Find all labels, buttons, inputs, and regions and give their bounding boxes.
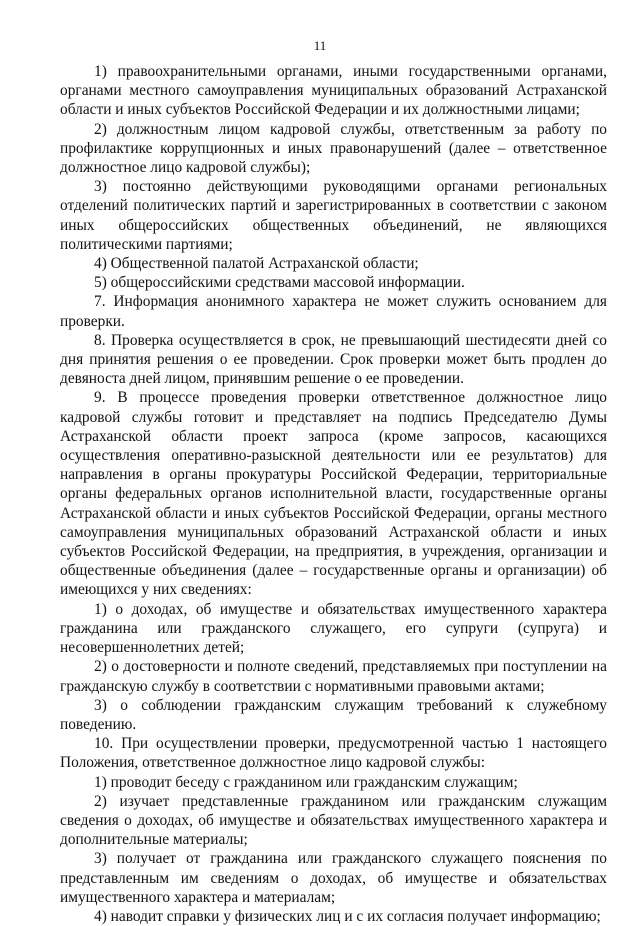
paragraph-list-item: 1) проводит беседу с гражданином или гражданским служащим; [94,773,518,791]
paragraph-list-item: 5) общероссийскими средствами массовой информации. [94,274,465,292]
page-number: 11 [313,38,327,53]
paragraph-clause-10: 10. При осуществлении проверки, предусмотренной частью 1 настоящего Положения, ответственное должностное лицо кадровой службы: [60,735,607,772]
paragraph-list-item: 2) о достоверности и полноте сведений, представляемых при поступлении на гражданскую службу в соответствии с нормативными правовыми актами; [60,658,607,695]
paragraph-list-item: 2) должностным лицом кадровой службы, ответственным за работу по профилактике коррупционных и иных правонарушений (далее – ответственное должностное лицо кадровой службы); [60,120,607,177]
paragraph-list-item: 3) получает от гражданина или гражданского служащего пояснения по представленным им сведениям о доходах, об имуществе и обязательствах имущественного характера и материалам; [60,850,607,906]
paragraph-list-item: 3) о соблюдении гражданским служащим требований к служебному поведению. [60,696,607,733]
paragraph-list-item: 2) изучает представленные гражданином или гражданским служащим сведения о доходах, об имуществе и обязательствах имущественного характера и дополнительные материалы; [60,792,607,849]
paragraph-clause-7: 7. Информация анонимного характера не может служить основанием для проверки. [60,293,607,330]
paragraph-clause-9: 9. В процессе проведения проверки ответственное должностное лицо кадровой службы готовит и представляет на подпись Председателю Думы Астраханской области проект запроса (кроме запросов, касающихся осуществления оперативно-разыскной деятельности или ее результатов) для направления в органы прокуратуры Российской Федерации, территориальные органы федеральных органов исполнительной власти, государственные органы Астраханской области и иных субъектов Российской Федерации, органы местного самоуправления муниципальных образований Астраханской области и иных субъектов Российской Федерации, на предприятия, в учреждения, организации и общественные объединения (далее – государственные органы и организации) об имеющихся у них сведениях: [60,389,607,599]
paragraph-list-item: 3) постоянно действующими руководящими органами региональных отделений политических партий и зарегистрированных в соответствии с законом иных общероссийских общественных объединений, не являющихся политическими партиями; [60,178,607,253]
paragraph-list-item: 1) правоохранительными органами, иными государственными органами, органами местного самоуправления муниципальных образований Астраханской области и иных субъектов Российской Федерации и их должностными лицами; [60,63,607,119]
document-body [60,62,607,926]
paragraph-clause-8: 8. Проверка осуществляется в срок, не превышающий шестидесяти дней со дня принятия решения о ее проведении. Срок проверки может быть продлен до девяноста дней лицом, принявшим решение о ее проведении. [60,331,607,388]
paragraph-list-item: 1) о доходах, об имуществе и обязательствах имущественного характера гражданина или гражданского служащего, его супруги (супруга) и несовершеннолетних детей; [60,600,607,657]
paragraph-list-item: 4) наводит справки у физических лиц и с их согласия получает информацию; [94,907,601,925]
paragraph-list-item: 4) Общественной палатой Астраханской области; [94,255,419,273]
